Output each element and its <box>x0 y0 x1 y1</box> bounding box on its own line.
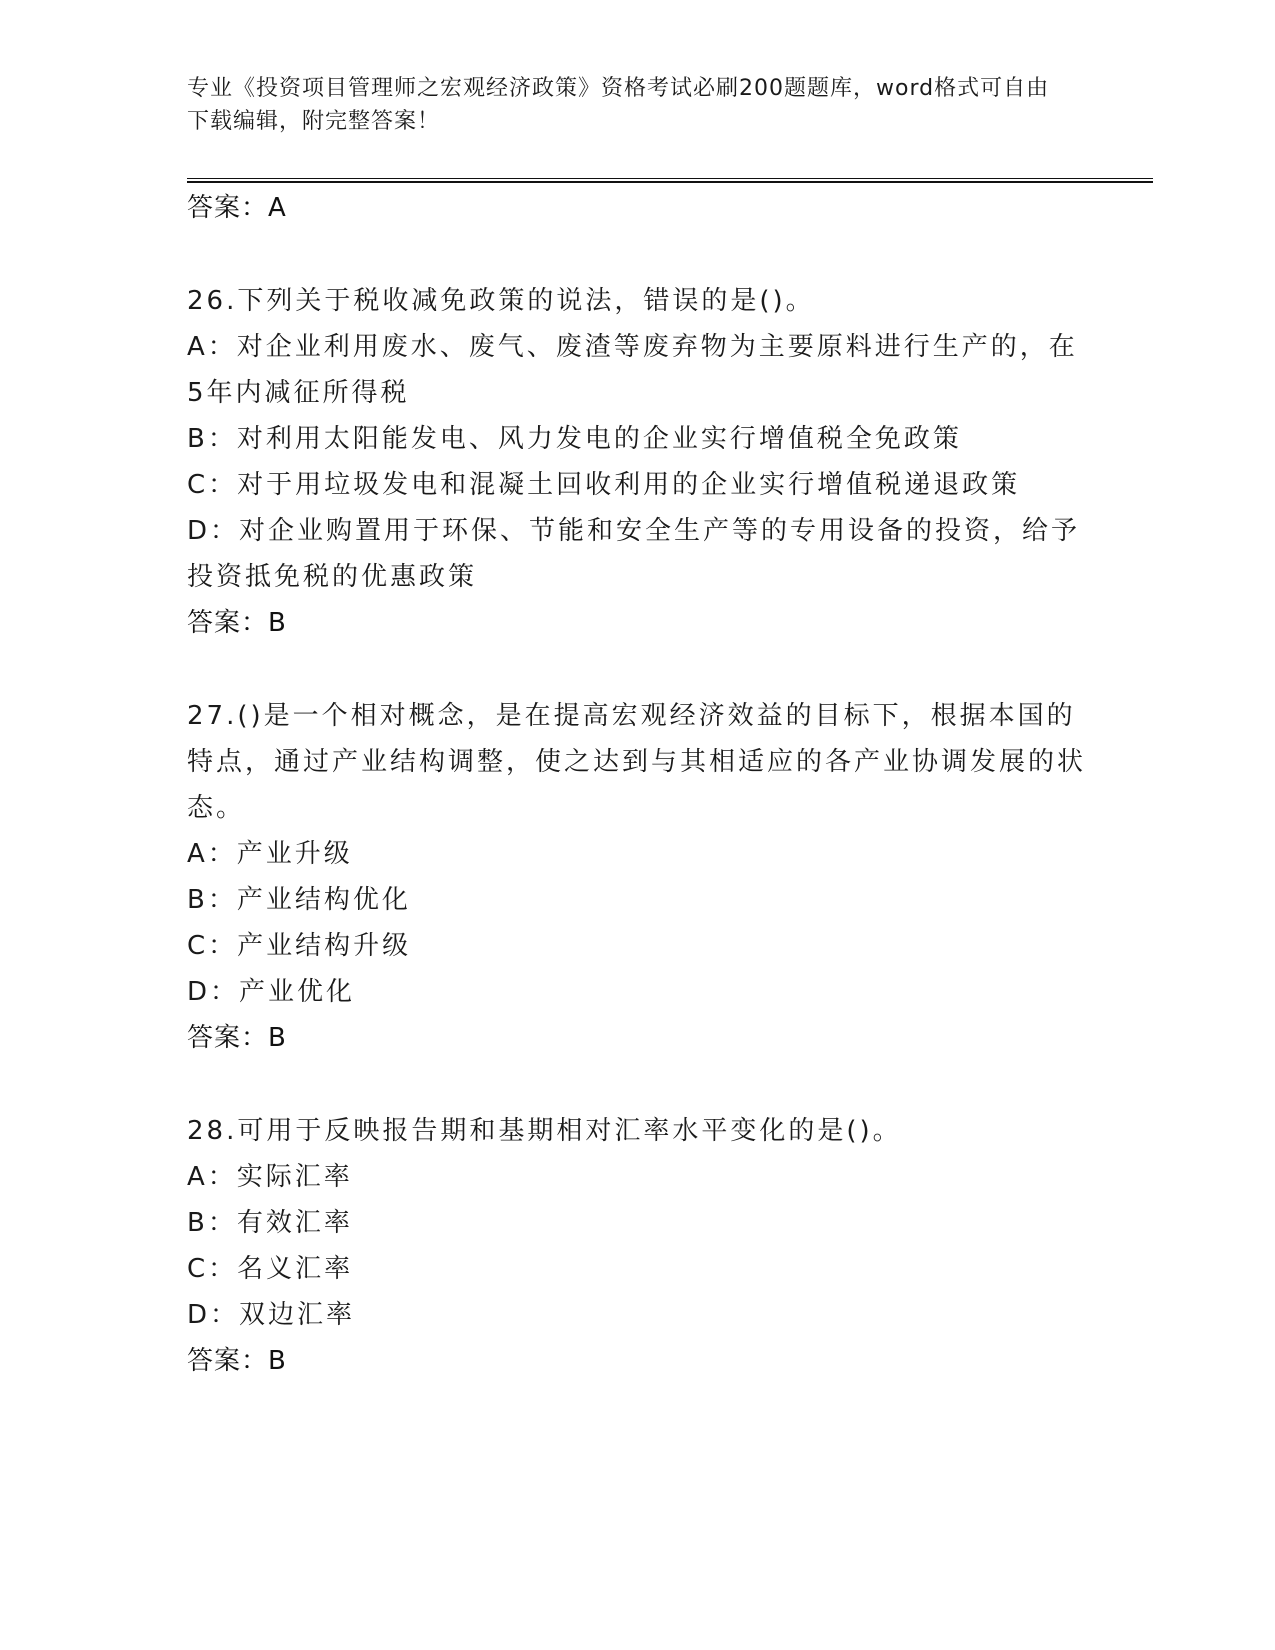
question-stem: 28.可用于反映报告期和基期相对汇率水平变化的是()。 <box>187 1116 902 1146</box>
question-stem: 26.下列关于税收减免政策的说法，错误的是()。 <box>187 286 815 316</box>
header-divider <box>187 178 1153 183</box>
option-b: B：产业结构优化 <box>187 885 411 915</box>
answer-label: 答案： <box>187 1346 269 1376</box>
answer-value: B <box>268 1346 287 1376</box>
page-header: 专业《投资项目管理师之宏观经济政策》资格考试必刷200题题库，word格式可自由下载编辑，附完整答案！ <box>187 76 1050 134</box>
answer-line <box>187 600 1087 646</box>
option-a: A：产业升级 <box>187 839 353 869</box>
option-a: A：实际汇率 <box>187 1162 353 1192</box>
option-d: D：对企业购置用于环保、节能和安全生产等的专用设备的投资，给予投资抵免税的优惠政策 <box>187 516 1081 592</box>
option-b: B：有效汇率 <box>187 1208 353 1238</box>
answer-label: 答案： <box>187 193 269 223</box>
question-stem: 27.()是一个相对概念，是在提高宏观经济效益的目标下，根据本国的特点，通过产业结构调整，使之达到与其相适应的各产业协调发展的状态。 <box>187 701 1087 823</box>
answer-value: B <box>268 608 287 638</box>
question-26 <box>187 278 1087 646</box>
answer-line <box>187 1338 1087 1384</box>
option-c: C：名义汇率 <box>187 1254 354 1284</box>
option-a: A：对企业利用废水、废气、废渣等废弃物为主要原料进行生产的，在5年内减征所得税 <box>187 332 1078 408</box>
option-c: C：产业结构升级 <box>187 931 412 961</box>
answer-value: A <box>268 193 287 223</box>
option-c: C：对于用垃圾发电和混凝土回收利用的企业实行增值税递退政策 <box>187 470 1021 500</box>
option-b: B：对利用太阳能发电、风力发电的企业实行增值税全免政策 <box>187 424 962 454</box>
answer-label: 答案： <box>187 608 269 638</box>
answer-line <box>187 185 1087 231</box>
answer-line <box>187 1015 1087 1061</box>
question-list <box>187 185 1087 1384</box>
option-d: D：产业优化 <box>187 977 356 1007</box>
option-d: D：双边汇率 <box>187 1300 356 1330</box>
answer-label: 答案： <box>187 1023 269 1053</box>
question-28 <box>187 1108 1087 1384</box>
answer-value: B <box>268 1023 287 1053</box>
question-27 <box>187 693 1087 1061</box>
